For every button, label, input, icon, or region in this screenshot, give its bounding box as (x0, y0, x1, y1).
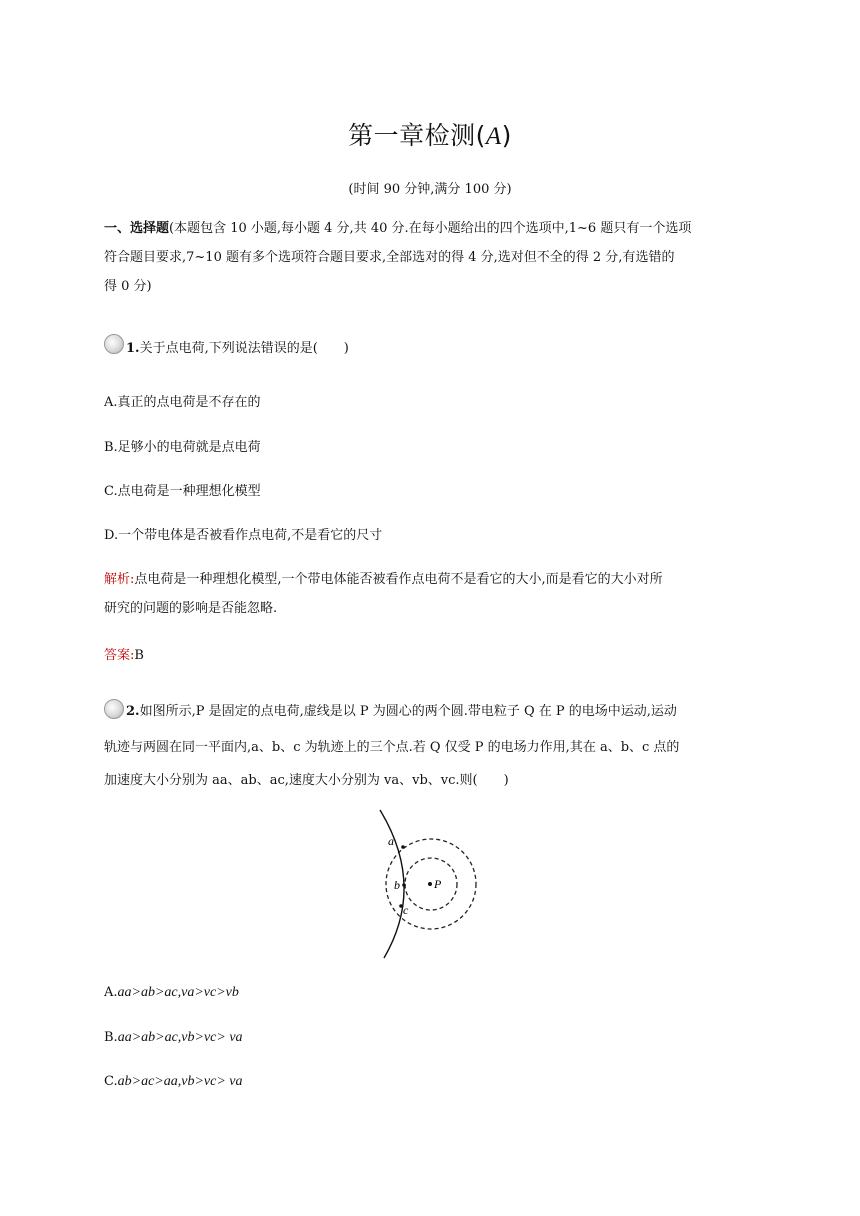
q1-option-c: C.点电荷是一种理想化模型 (104, 484, 261, 499)
label-b: b (394, 878, 400, 892)
label-a: a (388, 834, 394, 848)
label-c: c (403, 903, 409, 917)
question-badge-icon (104, 334, 124, 354)
q2-option-b-text: aa>ab>ac,vb>vc> va (117, 1030, 243, 1045)
q1-analysis (104, 565, 754, 623)
q1-option-b: B.足够小的电荷就是点电荷 (104, 440, 261, 455)
question-2-stem (126, 697, 756, 727)
title-variable: A (485, 123, 502, 150)
section-line-1 (104, 214, 754, 243)
question-2-number: 2. (126, 704, 140, 719)
q2-stem-line-1 (126, 697, 756, 727)
q2-text-1: 如图所示,P 是固定的点电荷,虚线是以 P 为圆心的两个圆.带电粒子 Q 在 P 的电场中运动,运动 (139, 704, 677, 719)
q2-stem-line-2: 轨迹与两圆在同一平面内,a、b、c 为轨迹上的三个点.若 Q 仅受 P 的电场力作用,其在 a、b、c 点的 (104, 740, 680, 755)
page-title (0, 116, 860, 152)
q2-stem-line-3: 加速度大小分别为 aa、ab、ac,速度大小分别为 va、vb、vc.则( ) (104, 773, 509, 788)
question-1-number: 1. (126, 341, 140, 356)
q1-option-d: D.一个带电体是否被看作点电荷,不是看它的尺寸 (104, 528, 383, 543)
q2-option-a-text: aa>ab>ac,va>vc>vb (117, 985, 239, 1000)
q2-option-c-text: ab>ac>aa,vb>vc> va (117, 1074, 243, 1089)
page-subtitle: (时间 90 分钟,满分 100 分) (348, 182, 512, 197)
title-close: ) (501, 121, 512, 150)
q1-analysis-line-1 (104, 565, 754, 594)
point-b (402, 883, 406, 887)
title-text: 第一章检测( (348, 121, 486, 150)
section-line-3: 得 0 分) (104, 279, 152, 294)
section-line-2: 符合题目要求,7~10 题有多个选项符合题目要求,全部选对的得 4 分,选对但不全的得 2 分,有选错的 (104, 250, 675, 265)
question-1-text: 关于点电荷,下列说法错误的是( ) (139, 341, 349, 356)
point-a (401, 845, 405, 849)
q1-option-a: A.真正的点电荷是不存在的 (104, 395, 261, 410)
answer-label: 答案: (104, 648, 135, 663)
analysis-text-1: 点电荷是一种理想化模型,一个带电体能否被看作点电荷不是看它的大小,而是看它的大小对所 (134, 572, 663, 587)
q1-analysis-line-2: 研究的问题的影响是否能忽略. (104, 601, 278, 616)
point-p (428, 882, 432, 886)
q2-option-b (104, 1030, 243, 1046)
q2-option-a (104, 985, 239, 1001)
answer-value: B (134, 648, 144, 663)
analysis-label: 解析: (104, 572, 135, 587)
question-badge-icon (104, 699, 124, 719)
q2-option-a-letter: A. (104, 985, 118, 1000)
q2-option-b-letter: B. (104, 1030, 118, 1045)
q2-option-c (104, 1074, 242, 1090)
section-instructions (104, 214, 754, 301)
section-text-1: (本题包含 10 小题,每小题 4 分,共 40 分.在每小题给出的四个选项中,1~6 题只有一个选项 (169, 221, 692, 236)
q2-option-c-letter: C. (104, 1074, 118, 1089)
trajectory-curve (380, 810, 404, 958)
label-p: P (434, 877, 442, 891)
question-1-stem (126, 338, 349, 360)
q1-answer (104, 644, 144, 663)
electric-field-figure (370, 808, 490, 964)
section-heading: 一、选择题 (104, 221, 170, 236)
